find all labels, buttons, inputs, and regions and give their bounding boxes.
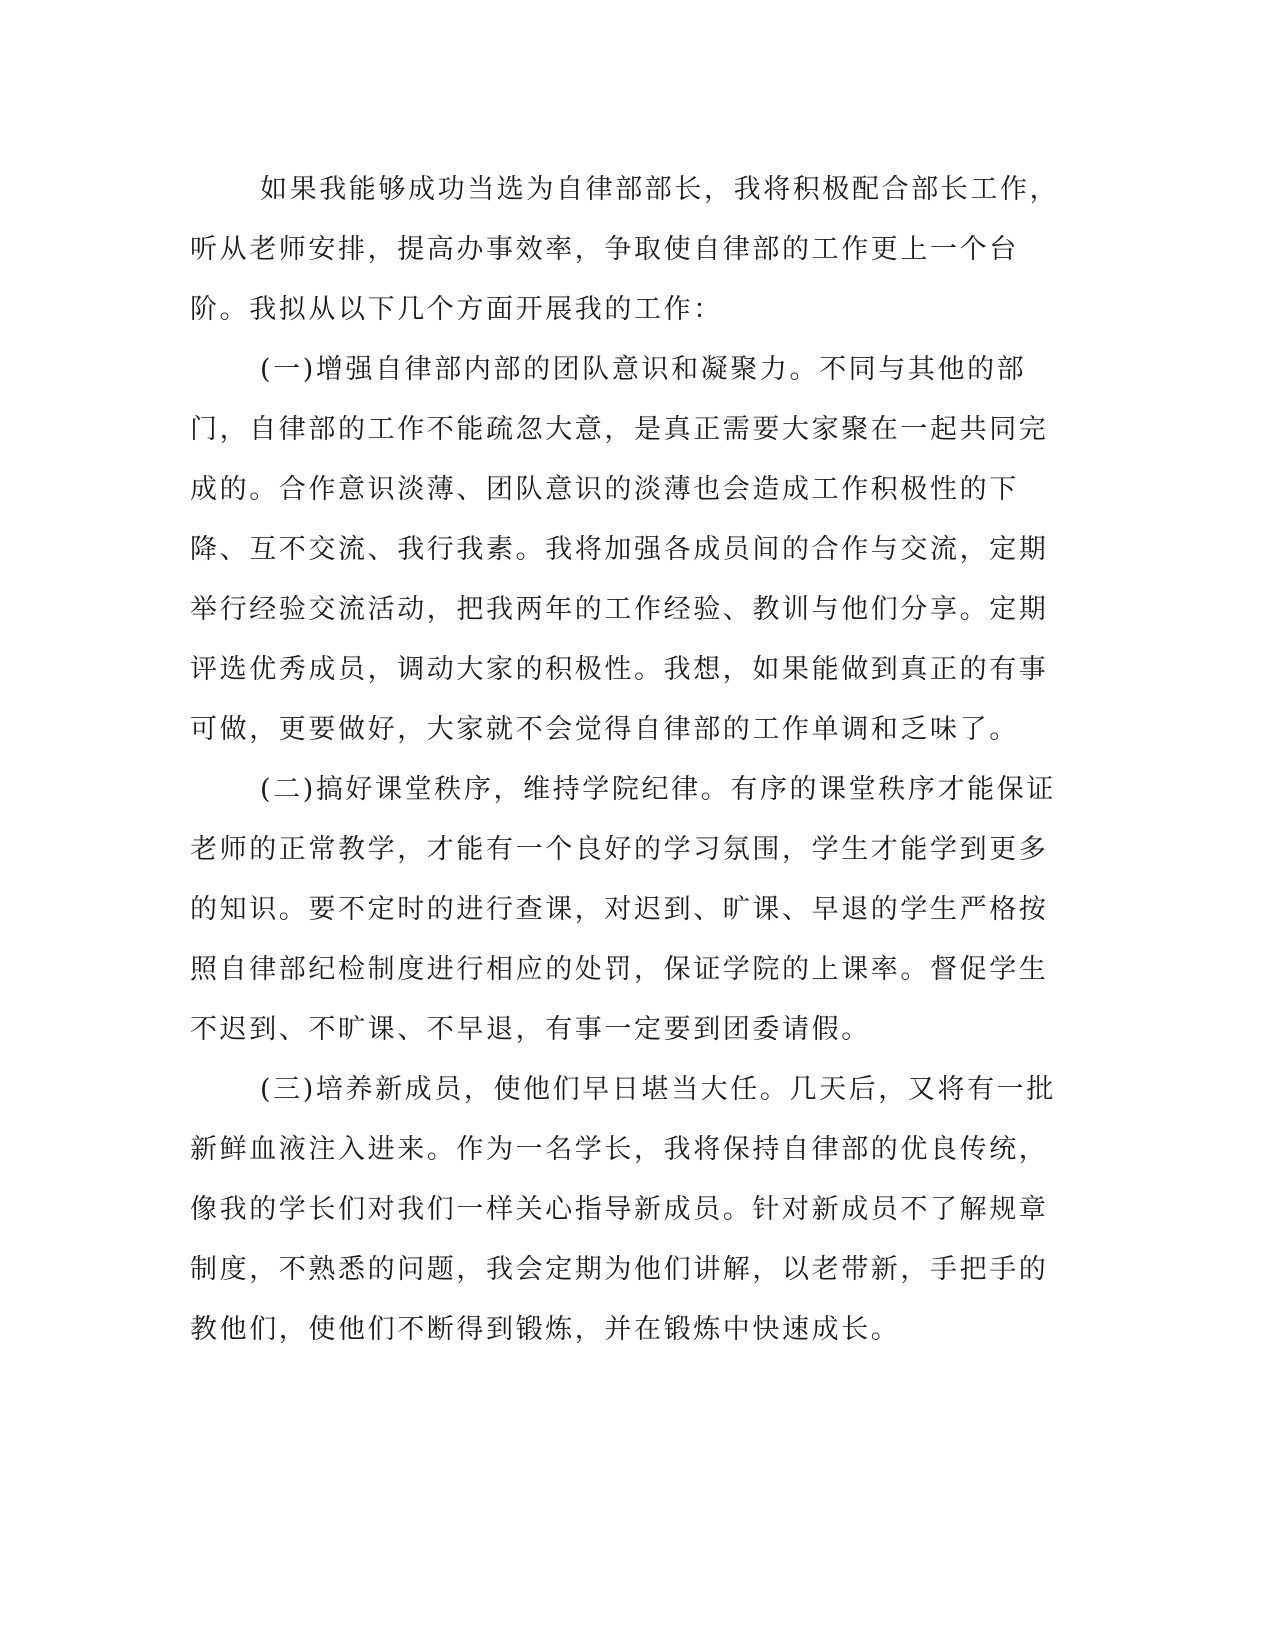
paragraph-section-3: (三)培养新成员，使他们早日堪当大任。几天后，又将有一批新鲜血液注入进来。作为一名学长，我将保持自律部的优良传统，像我的学长们对我们一样关心指导新成员。针对新成员不了解规章制度，不熟悉的问题，我会定期为他们讲解，以老带新，手把手的教他们，使他们不断得到锻炼，并在锻炼中快速成长。 — [190, 1074, 1056, 1345]
document-body — [190, 160, 1070, 1360]
paragraph-section-2: (二)搞好课堂秩序，维持学院纪律。有序的课堂秩序才能保证老师的正常教学，才能有一个良好的学习氛围，学生才能学到更多的知识。要不定时的进行查课，对迟到、旷课、早退的学生严格按照自律部纪检制度进行相应的处罚，保证学院的上课率。督促学生不迟到、不旷课、不早退，有事一定要到团委请假。 — [190, 774, 1056, 1045]
paragraph-intro: 如果我能够成功当选为自律部部长，我将积极配合部长工作，听从老师安排，提高办事效率，争取使自律部的工作更上一个台阶。我拟从以下几个方面开展我的工作： — [190, 174, 1060, 325]
paragraph-section-1: (一)增强自律部内部的团队意识和凝聚力。不同与其他的部门，自律部的工作不能疏忽大意，是真正需要大家聚在一起共同完成的。合作意识淡薄、团队意识的淡薄也会造成工作积极性的下降、互不交流、我行我素。我将加强各成员间的合作与交流，定期举行经验交流活动，把我两年的工作经验、教训与他们分享。定期评选优秀成员，调动大家的积极性。我想，如果能做到真正的有事可做，更要做好，大家就不会觉得自律部的工作单调和乏味了。 — [190, 354, 1049, 745]
